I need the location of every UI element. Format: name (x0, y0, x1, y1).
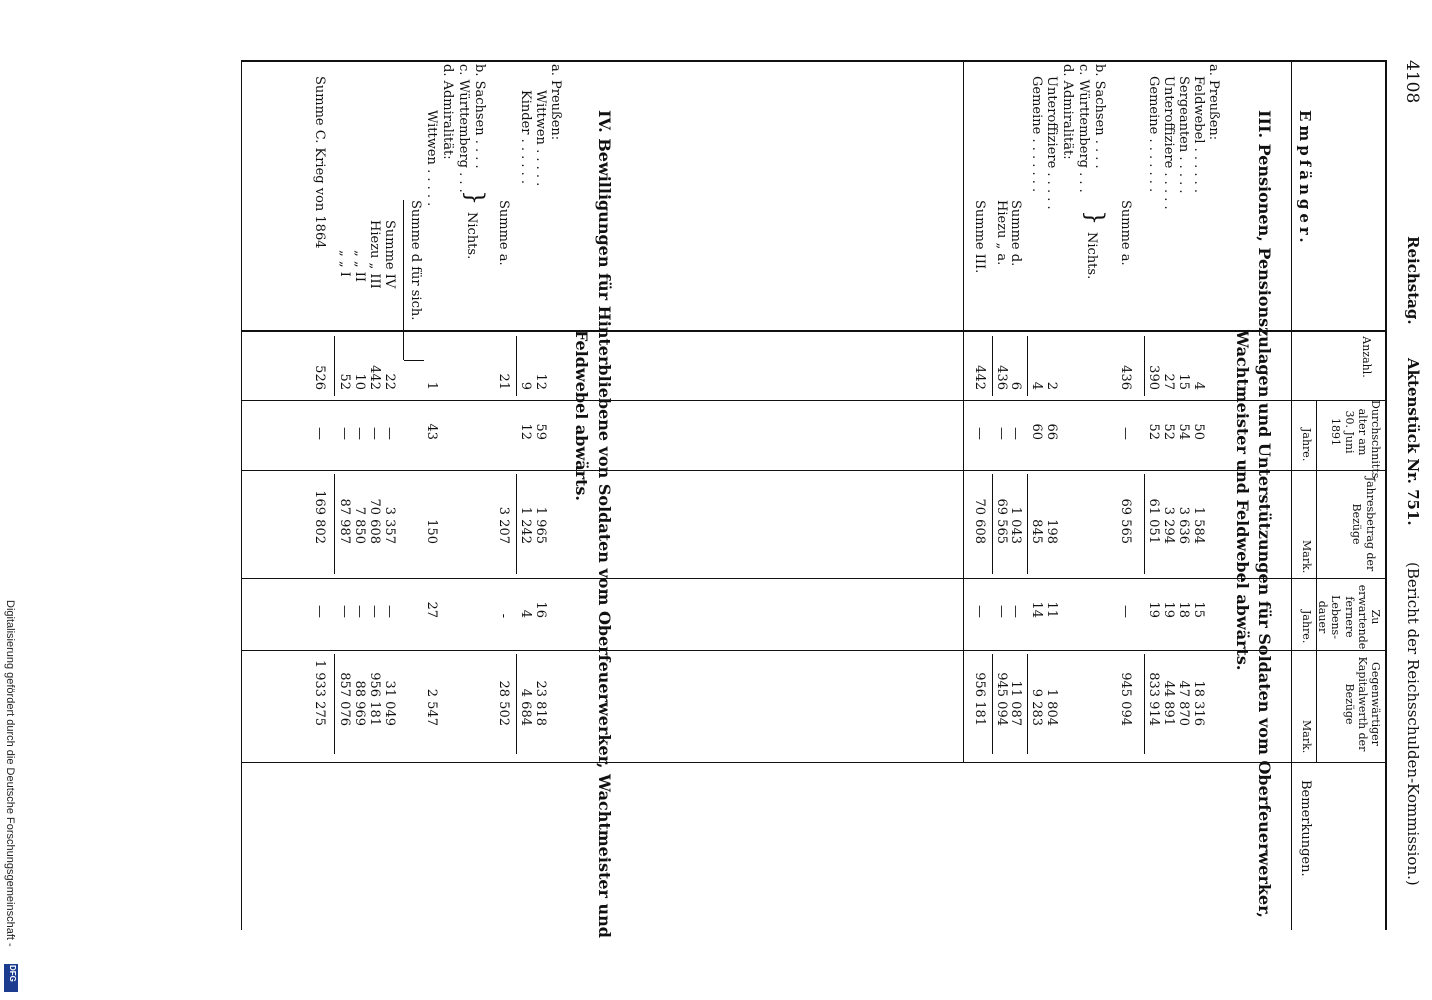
s4-cap: 1 933 275 (312, 659, 327, 726)
s4-count: 21 (496, 373, 511, 390)
section3-title-line1: III. Pensionen, Pensionszulagen und Unterstützungen für Soldaten vom Oberfeuerwerker, (1255, 110, 1274, 918)
s3-cap: 1 804 (1044, 688, 1059, 726)
brace: } (461, 190, 489, 206)
s3-age: 60 (1029, 423, 1044, 440)
s3-cap: 833 914 (1146, 672, 1161, 726)
s3-count: 436 (1118, 365, 1133, 390)
sum-rule (334, 474, 335, 574)
s3-dur: — (994, 605, 1009, 618)
page-number: 4108 (1402, 60, 1422, 104)
s3-row-label: Gemeine . . . . . . . (1146, 76, 1161, 193)
s3-age: 66 (1044, 423, 1059, 440)
s3-amount: 3 294 (1161, 506, 1176, 544)
s4-amount: 87 987 (337, 498, 352, 544)
s4-dur: — (337, 605, 352, 618)
s3-row-label: d. Admiralität: (1060, 64, 1075, 160)
s3-row-label: Gemeine . . . . . . . (1029, 76, 1044, 193)
section3-end-rule (963, 60, 964, 762)
sum-rule (992, 654, 993, 754)
s4-cap: 857 076 (337, 672, 352, 726)
s3-age: 52 (1161, 423, 1176, 440)
s3-age: 52 (1146, 423, 1161, 440)
s3-row-label: Unteroffiziere . . . . . (1161, 76, 1176, 210)
s3-count: 2 (1044, 381, 1059, 390)
sum-rule (403, 200, 404, 360)
divider-age (242, 400, 1387, 401)
dfg-logo-text: DFG (8, 965, 17, 982)
divider-count (242, 330, 1387, 332)
s3-row-label: Unteroffiziere . . . . . (1044, 76, 1059, 210)
s4-amount: 7 850 (352, 506, 367, 544)
s3-amount: 61 051 (1146, 498, 1161, 544)
s4-row-label: a. Preußen: (548, 64, 563, 141)
s3-count: 390 (1146, 365, 1161, 390)
sum-rule (1027, 654, 1028, 754)
sum-rule (1144, 654, 1145, 754)
s3-row-label: Feldwebel . . . . . . (1191, 76, 1206, 194)
header-doc-number: Aktenstück Nr. 751. (1404, 358, 1422, 526)
digitization-footer (4, 600, 18, 992)
s3-amount: 845 (1029, 519, 1044, 544)
sum-rule-tick (404, 360, 424, 361)
sum-rule (516, 474, 517, 574)
col-recipients: Empfänger. (1296, 110, 1314, 247)
s3-cap: 956 181 (972, 672, 987, 726)
s3-row-label: Hiezu „ a. (994, 200, 1009, 266)
s3-cap: 44 891 (1161, 680, 1176, 726)
s4-cap: 4 684 (518, 688, 533, 726)
s4-count: 9 (518, 381, 533, 390)
s4-row-label: Summe d für sich. (408, 200, 423, 321)
section3-title-line2: Wachtmeister und Feldwebel abwärts. (1233, 330, 1252, 671)
table-top-rule (1385, 60, 1387, 930)
s3-age: 50 (1191, 423, 1206, 440)
s4-cap: 23 818 (533, 680, 548, 726)
col-avg-age: Durchschnitts-alter am 30. Juni 1891 (1329, 400, 1382, 483)
sum-rule (516, 336, 517, 396)
s3-dur: — (972, 605, 987, 618)
col-duration: Zu erwartende fernere Lebens-dauer (1316, 584, 1382, 650)
col-capital-value: Gegenwärtiger Kapitalwerth der Bezüge (1342, 656, 1382, 752)
header-bottom-rule (1291, 60, 1292, 930)
header-unit-rule (1316, 400, 1317, 762)
s4-row-label: c. Württemberg . . . (456, 64, 471, 193)
s4-count: 52 (337, 373, 352, 390)
s4-row-label: Summe a. (496, 200, 511, 266)
s4-cap: 31 049 (382, 680, 397, 726)
table-left-rule (242, 60, 1387, 62)
s3-amount: 3 636 (1176, 506, 1191, 544)
sum-rule (1144, 336, 1145, 396)
s3-row-label: Summe III. (972, 200, 987, 274)
sum-rule (334, 654, 335, 754)
s4-amount: 1 242 (518, 506, 533, 544)
s3-dur: 15 (1191, 601, 1206, 618)
brace: } (1081, 210, 1109, 226)
s4-row-label: Hiezu „ III (367, 220, 382, 289)
s3-dur: 19 (1161, 601, 1176, 618)
s3-cap: 47 870 (1176, 680, 1191, 726)
s3-cap: 9 283 (1029, 688, 1044, 726)
s3-dur: — (1118, 605, 1133, 618)
s3-age: — (1008, 427, 1023, 440)
s4-amount: 70 608 (367, 498, 382, 544)
s4-count: 526 (312, 365, 327, 390)
s3-row-label: Summe d. (1008, 200, 1023, 267)
footer-text: Digitalisierung gefördert durch die Deutsche Forschungsgemeinschaft - (4, 600, 16, 947)
s4-dur: — (352, 605, 367, 618)
s4-row-label: Summe IV (382, 220, 397, 289)
s4-age: — (337, 427, 352, 440)
s3-cap: 945 094 (994, 672, 1009, 726)
dfg-logo (4, 964, 18, 992)
col-duration-unit: Jahre. (1300, 610, 1313, 644)
section4-title-line1: IV. Bewilligungen für Hinterbliebene von Soldaten vom Oberfeuerwerker, Wachtmeister und (595, 110, 614, 938)
s4-age: — (382, 427, 397, 440)
s3-dur: 11 (1044, 601, 1059, 618)
s3-dur: 18 (1176, 601, 1191, 618)
s4-cap: 956 181 (367, 672, 382, 726)
s4-amount: 3 357 (382, 506, 397, 544)
s4-row-label: d. Admiralität: (440, 64, 455, 160)
s4-brace-note: Nichts. (464, 212, 479, 260)
s3-cap: 11 087 (1008, 680, 1023, 726)
s4-age: 12 (518, 423, 533, 440)
s3-dur: 14 (1029, 601, 1044, 618)
s4-amount: 1 965 (533, 506, 548, 544)
s3-age: 54 (1176, 423, 1191, 440)
s4-dur: — (312, 605, 327, 618)
s4-cap: 2 547 (424, 688, 439, 726)
col-count: Anzahl. (1360, 336, 1373, 378)
col-annual-amount: Jahresbetrag der Bezüge (1349, 476, 1377, 572)
s4-row-label: Summe C. Krieg von 1864 (312, 76, 327, 249)
sum-rule (992, 474, 993, 574)
s4-count: 22 (382, 373, 397, 390)
s3-count: 4 (1191, 381, 1206, 390)
s3-row-label: Summe a. (1118, 200, 1133, 266)
header-source: Reichstag. (1404, 236, 1422, 325)
s3-age: — (994, 427, 1009, 440)
s4-age: — (352, 427, 367, 440)
col-capital-value-unit: Mark. (1300, 720, 1313, 754)
s4-row-label: „ „ II (352, 250, 367, 283)
s4-age: — (312, 427, 327, 440)
s3-amount: 1 584 (1191, 506, 1206, 544)
s3-row-label: a. Preußen: (1206, 64, 1221, 141)
col-annual-amount-unit: Mark. (1300, 540, 1313, 574)
s4-dur: 4 (518, 609, 533, 618)
s4-cap: 28 502 (496, 680, 511, 726)
s4-dur: — (367, 605, 382, 618)
sum-rule (334, 336, 335, 396)
s4-count: 442 (367, 365, 382, 390)
s3-count: 436 (994, 365, 1009, 390)
s3-amount: 70 608 (972, 498, 987, 544)
s3-row-label: c. Württemberg . . . (1076, 64, 1091, 193)
s3-row-label: b. Sachsen . . . . (1092, 64, 1107, 169)
s3-count: 15 (1176, 373, 1191, 390)
s4-dur: — (382, 605, 397, 618)
s4-count: 1 (424, 381, 439, 390)
sum-rule (1027, 474, 1028, 574)
s3-amount: 69 565 (1118, 498, 1133, 544)
s4-dur: - (496, 613, 511, 618)
divider-remarks (242, 762, 1387, 763)
sum-rule (1144, 474, 1145, 574)
s4-row-label: b. Sachsen . . . . (472, 64, 487, 169)
s4-age: — (367, 427, 382, 440)
s4-count: 12 (533, 373, 548, 390)
divider-duration (242, 578, 1387, 579)
s4-count: 10 (352, 373, 367, 390)
s3-dur: 19 (1146, 601, 1161, 618)
s4-amount: 169 802 (312, 490, 327, 544)
s3-count: 4 (1029, 381, 1044, 390)
s3-amount: 1 043 (1008, 506, 1023, 544)
s3-brace-note: Nichts. (1084, 232, 1099, 280)
header-report: (Bericht der Reichsschulden-Kommission.) (1404, 562, 1422, 886)
col-avg-age-unit: Jahre. (1300, 428, 1313, 462)
sum-rule (1027, 336, 1028, 396)
section4-title-line2: Feldwebel abwärts. (572, 330, 591, 501)
s4-row-label: „ „ I (337, 250, 352, 277)
col-remarks: Bemerkungen. (1298, 780, 1313, 877)
divider-capital (242, 650, 1387, 651)
s4-amount: 150 (424, 519, 439, 544)
sum-rule (992, 336, 993, 396)
s3-cap: 945 094 (1118, 672, 1133, 726)
s3-age: — (1118, 427, 1133, 440)
s4-age: 43 (424, 423, 439, 440)
s4-cap: 88 969 (352, 680, 367, 726)
s4-row-label: Wittwen . . . . . (424, 110, 439, 207)
s4-age: 59 (533, 423, 548, 440)
s3-count: 442 (972, 365, 987, 390)
s3-amount: 198 (1044, 519, 1059, 544)
s4-amount: 3 207 (496, 506, 511, 544)
s3-row-label: Sergeanten . . . . . (1176, 76, 1191, 194)
s4-row-label: Wittwen . . . . . (533, 90, 548, 187)
s4-dur: 16 (533, 601, 548, 618)
s3-age: — (972, 427, 987, 440)
table-bottom-rule (241, 60, 242, 930)
s3-count: 27 (1161, 373, 1176, 390)
s3-cap: 18 316 (1191, 680, 1206, 726)
s3-amount: 69 565 (994, 498, 1009, 544)
divider-amount (242, 470, 1387, 471)
sum-rule (516, 654, 517, 754)
s4-dur: 27 (424, 601, 439, 618)
s4-row-label: Kinder . . . . . . (518, 90, 533, 185)
s3-dur: — (1008, 605, 1023, 618)
s3-count: 6 (1008, 381, 1023, 390)
